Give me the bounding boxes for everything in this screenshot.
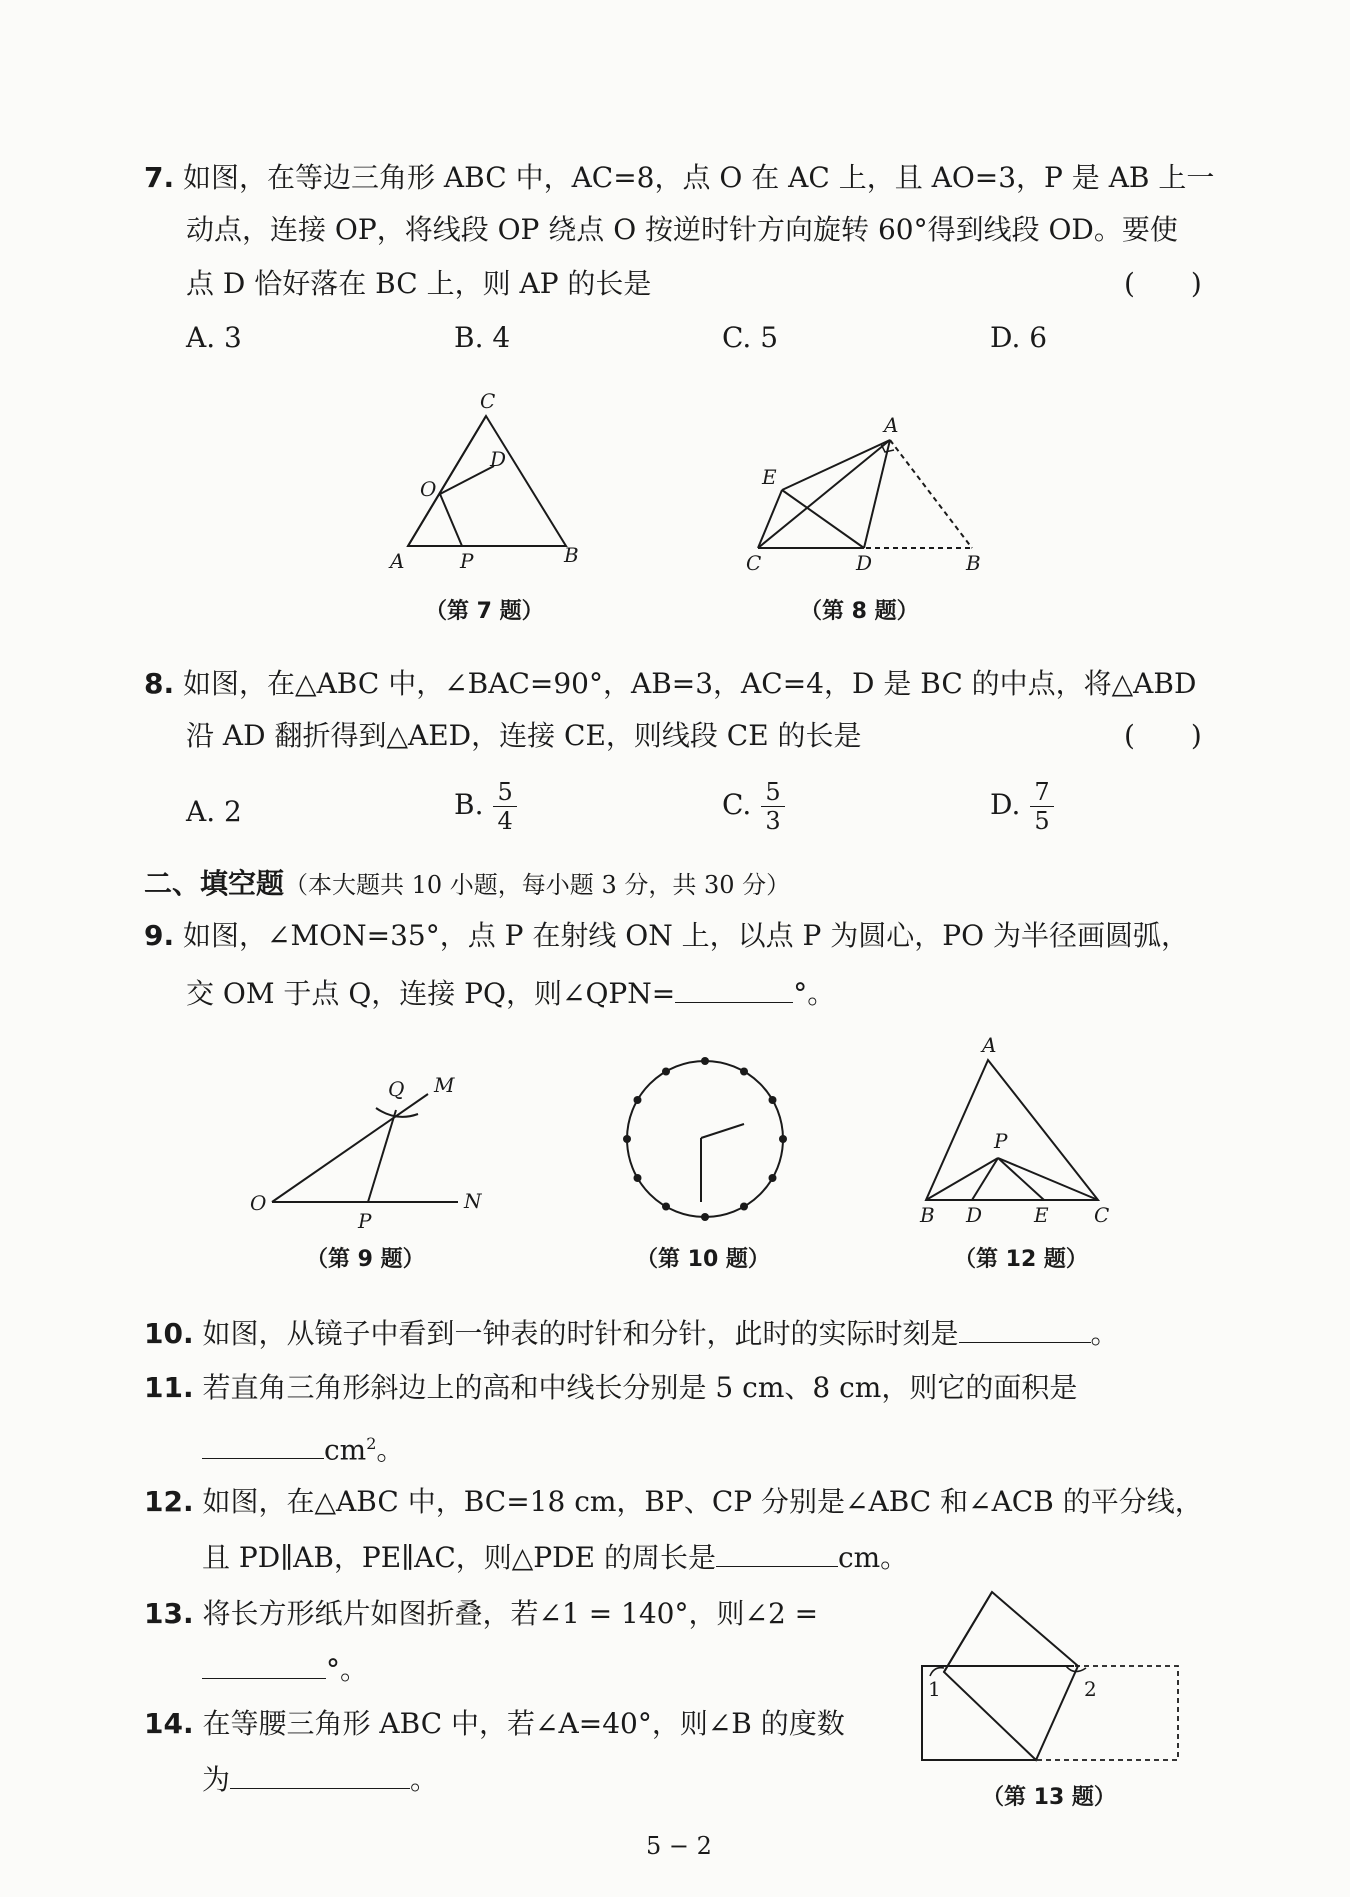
q11-line2: $cm^2$。 bbox=[202, 1424, 404, 1470]
q10-line: 10. 如图，从镜子中看到一钟表的时针和分针，此时的实际时刻是 。 bbox=[144, 1312, 1119, 1354]
q9-line1: 9. 如图，∠MON=35°，点 P 在射线 ON 上，以点 P 为圆心，PO 为半径画圆弧， bbox=[144, 919, 1189, 952]
fig9-label-m: M bbox=[434, 1073, 455, 1097]
fig9-label-n: N bbox=[464, 1189, 482, 1213]
q9-line2: 交 OM 于点 Q，连接 PQ，则∠QPN= °。 bbox=[186, 972, 835, 1014]
q8-line1: 8. 如图，在△ABC 中，∠BAC=90°，AB=3，AC=4，D 是 BC 的中点，将△ABD bbox=[144, 667, 1197, 700]
q13-answer-blank[interactable] bbox=[202, 1648, 326, 1679]
fig7-label-o: O bbox=[420, 477, 437, 501]
fig12-label-d: D bbox=[966, 1203, 983, 1227]
fig9-label-o: O bbox=[250, 1191, 267, 1215]
q8-option-d: D. $\frac{7}{5}$ bbox=[990, 778, 1054, 835]
q8-option-c-fraction: $\frac{5}{3}$ bbox=[761, 778, 784, 835]
q8-option-a: A. 2 bbox=[186, 795, 242, 828]
fig9-label-p: P bbox=[358, 1209, 372, 1233]
q8-option-b-fraction: $\frac{5}{4}$ bbox=[493, 778, 516, 835]
figure-13 bbox=[916, 1584, 1186, 1764]
fig12-label-a: A bbox=[982, 1033, 997, 1057]
q7-option-c: C. 5 bbox=[722, 321, 779, 354]
fig10-caption: （第 10 题） bbox=[636, 1247, 770, 1272]
q8-option-c: C. $\frac{5}{3}$ bbox=[722, 778, 785, 835]
q9-answer-blank[interactable] bbox=[675, 972, 793, 1003]
q14-line1: 14. 在等腰三角形 ABC 中，若∠A=40°，则∠B 的度数 bbox=[144, 1707, 845, 1740]
fig9-caption: （第 9 题） bbox=[306, 1247, 425, 1272]
fig12-label-b: B bbox=[920, 1203, 935, 1227]
fig7-label-d: D bbox=[490, 447, 507, 471]
fig12-caption: （第 12 题） bbox=[954, 1247, 1088, 1272]
q7-option-b: B. 4 bbox=[454, 321, 511, 354]
fig7-label-b: B bbox=[564, 543, 579, 567]
fig12-label-e: E bbox=[1034, 1203, 1049, 1227]
fig8-label-d: D bbox=[856, 551, 873, 575]
fig13-label-2: 2 bbox=[1084, 1677, 1097, 1701]
q13-line1: 13. 将长方形纸片如图折叠，若∠1 = 140°，则∠2 = bbox=[144, 1597, 819, 1630]
q14-line2: 为 。 bbox=[202, 1758, 438, 1800]
fig7-label-a: A bbox=[390, 549, 405, 573]
q7-option-a: A. 3 bbox=[186, 321, 242, 354]
fig9-label-q: Q bbox=[388, 1077, 405, 1101]
q7-option-d: D. 6 bbox=[990, 321, 1048, 354]
fig8-label-a: A bbox=[884, 413, 899, 437]
q7-answer-paren: ( ) bbox=[1124, 267, 1202, 300]
fig8-caption: （第 8 题） bbox=[800, 599, 919, 624]
q8-option-b: B. $\frac{5}{4}$ bbox=[454, 778, 517, 835]
fig8-label-e: E bbox=[762, 465, 777, 489]
figure-7 bbox=[390, 389, 590, 573]
q7-line3: 点 D 恰好落在 BC 上，则 AP 的长是 bbox=[186, 267, 652, 300]
figure-8 bbox=[740, 413, 981, 575]
figure-10-clock bbox=[620, 1054, 790, 1224]
q12-answer-blank[interactable] bbox=[716, 1536, 838, 1567]
q11-line1: 11. 若直角三角形斜边上的高和中线长分别是 5 cm、8 cm，则它的面积是 bbox=[144, 1371, 1078, 1404]
q7-line2: 动点，连接 OP，将线段 OP 绕点 O 按逆时针方向旋转 60°得到线段 OD。要使 bbox=[186, 213, 1178, 246]
figure-12 bbox=[918, 1033, 1110, 1227]
fig8-label-c: C bbox=[746, 551, 762, 575]
q8-answer-paren: ( ) bbox=[1124, 719, 1202, 752]
q10-answer-blank[interactable] bbox=[959, 1312, 1091, 1343]
section-2-heading: 二、填空题（本大题共 10 小题，每小题 3 分，共 30 分） bbox=[144, 867, 791, 900]
fig7-label-c: C bbox=[480, 389, 496, 413]
q8-option-d-fraction: $\frac{7}{5}$ bbox=[1030, 778, 1053, 835]
q13-line2: °。 bbox=[202, 1648, 368, 1690]
q7-line1: 7. 如图，在等边三角形 ABC 中，AC=8，点 O 在 AC 上，且 AO=3，P 是 AB 上一 bbox=[144, 161, 1215, 194]
q8-line2: 沿 AD 翻折得到△AED，连接 CE，则线段 CE 的长是 bbox=[186, 719, 862, 752]
fig12-label-c: C bbox=[1094, 1203, 1110, 1227]
fig7-label-p: P bbox=[460, 549, 474, 573]
q11-answer-blank[interactable] bbox=[202, 1428, 324, 1459]
q12-line2: 且 PD∥AB，PE∥AC，则△PDE 的周长是 cm。 bbox=[202, 1536, 908, 1578]
figure-9 bbox=[248, 1070, 482, 1233]
fig12-label-p: P bbox=[994, 1129, 1008, 1153]
fig13-caption: （第 13 题） bbox=[982, 1785, 1116, 1810]
fig13-label-1: 1 bbox=[928, 1677, 941, 1701]
fig7-caption: （第 7 题） bbox=[425, 599, 544, 624]
fig8-label-b: B bbox=[966, 551, 981, 575]
page-number: 5 − 2 bbox=[646, 1832, 712, 1860]
q12-line1: 12. 如图，在△ABC 中，BC=18 cm，BP、CP 分别是∠ABC 和∠ACB 的平分线， bbox=[144, 1485, 1203, 1518]
q14-answer-blank[interactable] bbox=[230, 1758, 410, 1789]
